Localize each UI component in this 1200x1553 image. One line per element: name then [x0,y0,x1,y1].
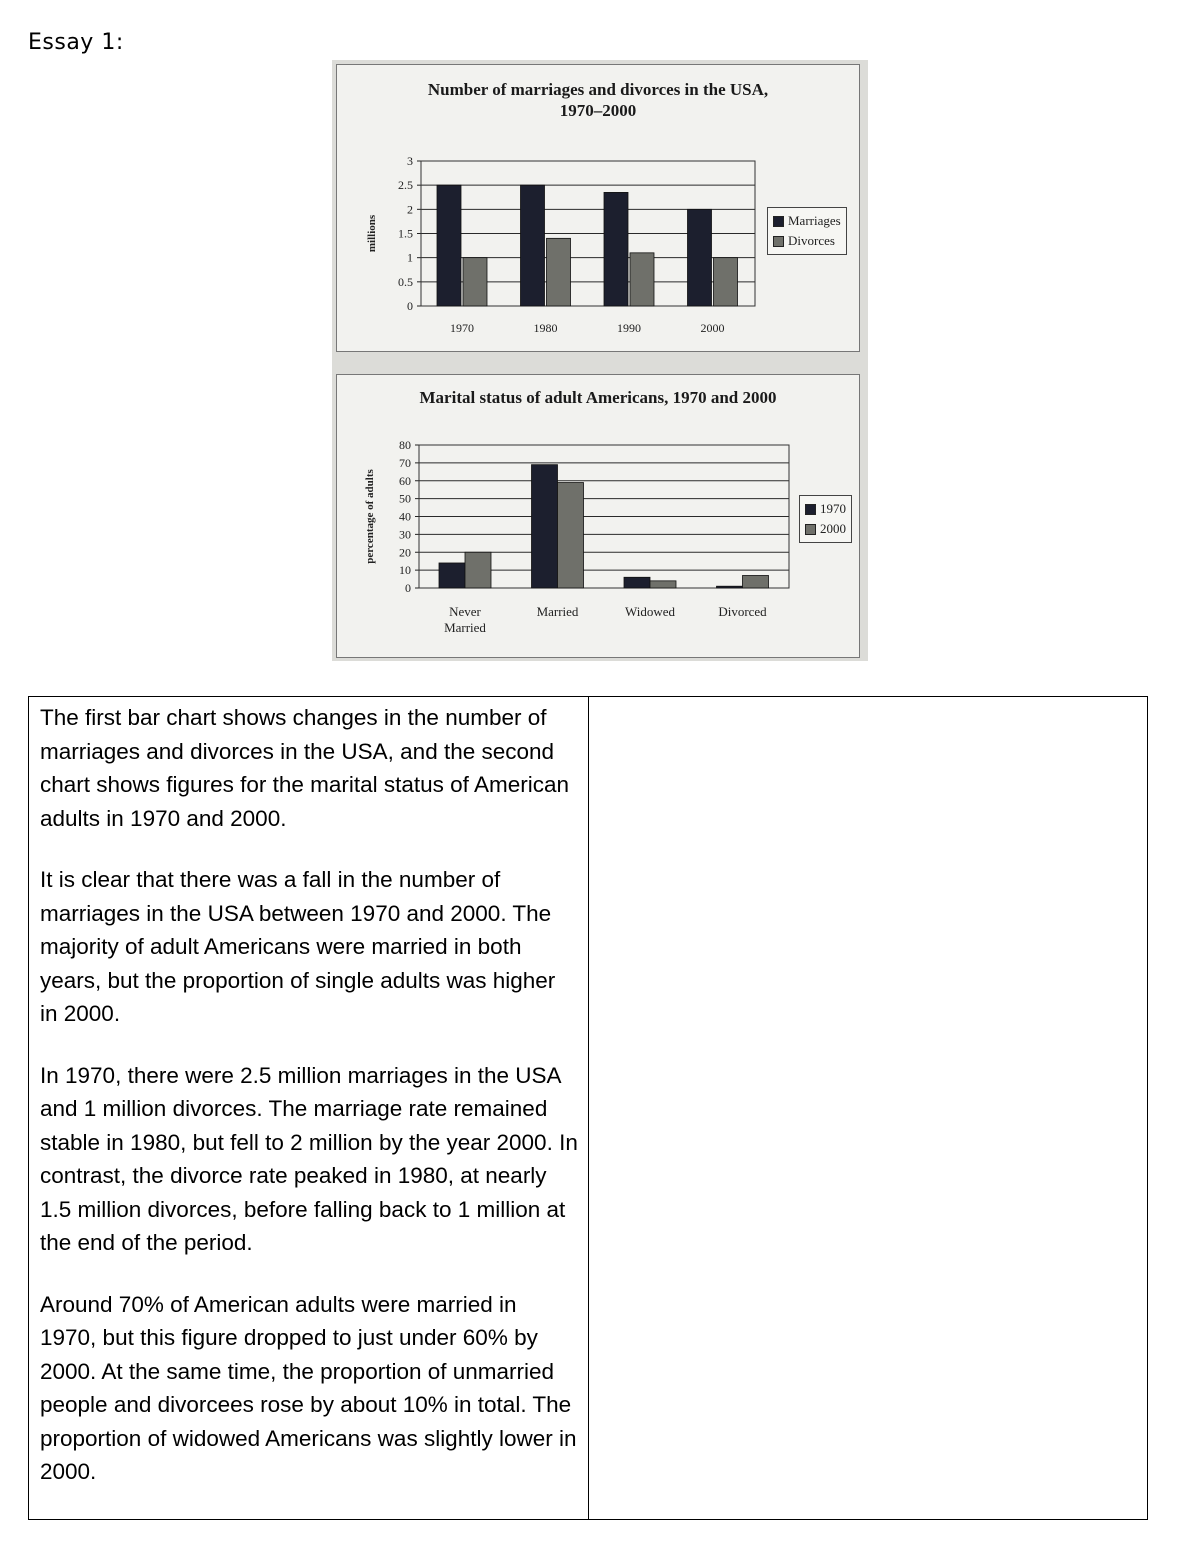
y-tick-label: 0 [405,581,411,595]
legend-item-marriages [773,211,841,231]
chart1-title-line2: 1970–2000 [559,101,637,120]
essay-table [28,696,1148,1520]
marriages-swatch [773,216,784,227]
chart1-title-line1: Number of marriages and divorces in the USA, [427,80,769,99]
y-tick-label: 0 [407,299,413,313]
x-tick-label: Widowed [624,604,676,619]
bar-marriages [437,185,461,306]
bar-1970 [624,577,650,588]
y-tick-label: 30 [399,527,411,542]
chart2-legend [799,495,852,543]
y-tick-label: 80 [399,438,411,452]
y-tick-label: 40 [399,509,411,524]
bar-marriages [521,185,545,306]
essay-paragraph-3: In 1970, there were 2.5 million marriages in the USA and 1 million divorces. The marriage rate remained stable in 1980, but fell to 2 million by the year 2000. In contrast, the divorce rate peaked in 1980, at nearly 1.5 million divorces, before falling back to 1 million at the end of the period. [40,1062,578,1255]
bar-marriages [688,209,712,306]
y-tick-label: 20 [399,545,411,560]
chart2-plot [337,375,859,657]
essay-paragraph-2: It is clear that there was a fall in the number of marriages in the USA between 1970 and 2000. The majority of adult Americans were married in both years, but the proportion of single adults was higher in 2000. [40,867,556,1026]
chart1-legend [767,207,847,255]
legend-label-divorces: Divorces [788,233,835,248]
bar-2000 [743,575,769,588]
bar-marriages [604,192,628,306]
x-tick-label: 2000 [700,321,725,335]
y-tick-label: 0.5 [398,274,413,289]
x-tick-label: Married [536,604,579,619]
legend-item-divorces [773,231,841,251]
empty-notes-column [589,697,1147,1519]
essay-text-column [29,697,589,1519]
x-tick-label: 1990 [617,321,641,335]
essay-paragraph-4: Around 70% of American adults were married in 1970, but this figure dropped to just under 60% by 2000. At the same time, the proportion of unmarried people and divorcees rose by about 10% in total. The proportion of widowed Americans was slightly lower in 2000. [40,1291,577,1484]
x-tick-label: 1970 [450,321,474,335]
bar-1970 [532,465,558,588]
y-tick-label: 2 [407,202,413,217]
y-tick-label: 50 [399,491,411,506]
y-axis-label: percentage of adults [364,469,376,564]
y-tick-label: 2.5 [398,178,413,193]
y-tick-label: 70 [399,455,411,470]
legend-label-1970: 1970 [820,501,846,516]
x-tick-label: Never [449,604,481,619]
essay-paragraph-1: The first bar chart shows changes in the number of marriages and divorces in the USA, and the second chart shows figures for the marital status of American adults in 1970 and 2000. [40,705,569,831]
bar-divorces [630,253,654,306]
y-axis-label: millions [366,214,378,253]
bar-1970 [717,586,743,588]
bar-2000 [650,581,676,588]
x-tick-label: 1980 [533,321,558,335]
legend-label-marriages: Marriages [788,213,841,228]
legend-label-2000: 2000 [820,521,846,536]
bar-2000 [465,552,491,588]
chart2-title: Marital status of adult Americans, 1970 and 2000 [419,388,777,407]
x-tick-label: Married [444,620,486,635]
marital-status-chart [336,374,860,658]
y-tick-label: 1.5 [398,226,413,241]
bar-divorces [463,258,487,306]
marriages-divorces-chart [336,64,860,352]
x-tick-label: Divorced [718,604,767,619]
essay-heading: Essay 1: [28,30,124,55]
divorces-swatch [773,236,784,247]
chart-photo [332,60,868,661]
bar-divorces [714,258,738,306]
bar-1970 [439,563,465,588]
y-tick-label: 1 [407,250,413,265]
y-tick-label: 10 [399,563,411,578]
bar-2000 [558,483,584,588]
bar-divorces [547,238,571,306]
series-2000-swatch [805,524,816,535]
legend-item-2000 [805,519,846,539]
series-1970-swatch [805,504,816,515]
y-tick-label: 60 [399,473,411,488]
legend-item-1970 [805,499,846,519]
y-tick-label: 3 [407,154,413,168]
